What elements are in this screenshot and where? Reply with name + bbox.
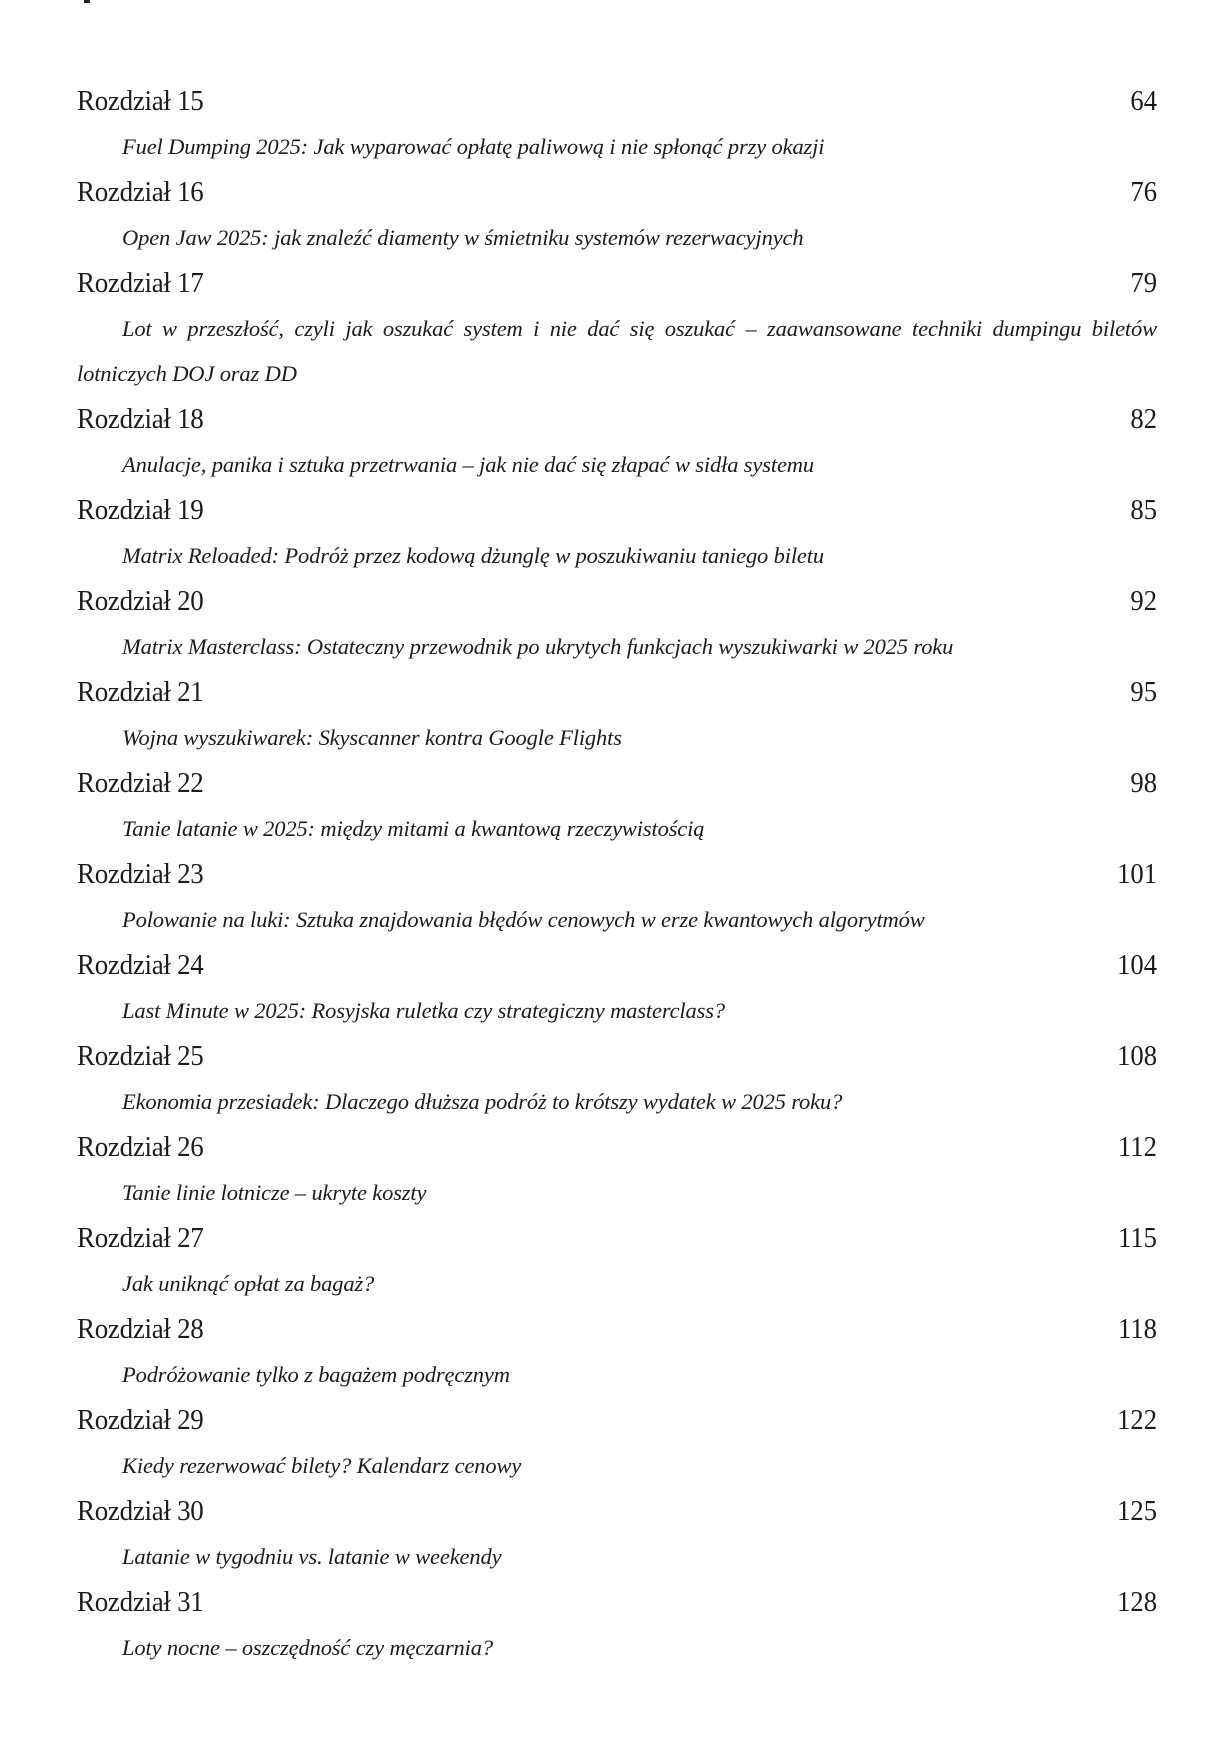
chapter-label: Rozdział 24 (77, 949, 204, 981)
chapter-label: Rozdział 21 (77, 676, 204, 708)
page-number: 64 (1130, 86, 1157, 117)
chapter-heading (77, 260, 1157, 306)
chapter-label: Rozdział 23 (77, 858, 204, 890)
chapter-heading (77, 396, 1157, 442)
toc-entry-17[interactable] (77, 260, 1157, 396)
chapter-heading (77, 1488, 1157, 1534)
chapter-title: Open Jaw 2025: jak znaleźć diamenty w śmietniku systemów rezerwacyjnych (122, 225, 804, 250)
toc-entry-30[interactable] (77, 1488, 1157, 1579)
chapter-title: Jak uniknąć opłat za bagaż? (122, 1271, 375, 1296)
toc-entry-27[interactable] (77, 1215, 1157, 1306)
chapter-title: Loty nocne – oszczędność czy męczarnia? (122, 1635, 493, 1660)
chapter-heading (77, 760, 1157, 806)
chapter-title: Fuel Dumping 2025: Jak wyparować opłatę paliwową i nie spłonąć przy okazji (122, 134, 825, 159)
toc-entry-23[interactable] (77, 851, 1157, 942)
chapter-heading (77, 169, 1157, 215)
page-number: 95 (1130, 677, 1157, 708)
page-number: 76 (1130, 177, 1157, 208)
chapter-heading (77, 1397, 1157, 1443)
page-number: 79 (1130, 268, 1157, 299)
chapter-label: Rozdział 17 (77, 267, 204, 299)
page-number: 128 (1117, 1587, 1157, 1618)
toc-entry-15[interactable] (77, 78, 1157, 169)
chapter-title: Tanie latanie w 2025: między mitami a kwantową rzeczywistością (122, 816, 705, 841)
chapter-label: Rozdział 18 (77, 403, 204, 435)
chapter-label: Rozdział 25 (77, 1040, 204, 1072)
chapter-label: Rozdział 19 (77, 494, 204, 526)
chapter-label: Rozdział 29 (77, 1404, 204, 1436)
page-number: 82 (1130, 404, 1157, 435)
page-number: 112 (1118, 1132, 1157, 1163)
chapter-label: Rozdział 22 (77, 767, 204, 799)
page-number: 92 (1130, 586, 1157, 617)
toc-entry-24[interactable] (77, 942, 1157, 1033)
chapter-label: Rozdział 16 (77, 176, 204, 208)
chapter-title: Polowanie na luki: Sztuka znajdowania błędów cenowych w erze kwantowych algorytmów (122, 907, 925, 932)
toc-entry-26[interactable] (77, 1124, 1157, 1215)
toc-entry-22[interactable] (77, 760, 1157, 851)
chapter-heading (77, 942, 1157, 988)
chapter-label: Rozdział 27 (77, 1222, 204, 1254)
chapter-title: Wojna wyszukiwarek: Skyscanner kontra Google Flights (122, 725, 622, 750)
page-number: 104 (1117, 950, 1157, 981)
page-number: 118 (1118, 1314, 1157, 1345)
page-number: 115 (1118, 1223, 1157, 1254)
chapter-title: Latanie w tygodniu vs. latanie w weekendy (122, 1544, 502, 1569)
chapter-title: Tanie linie lotnicze – ukryte koszty (122, 1180, 427, 1205)
page-number: 85 (1130, 495, 1157, 526)
chapter-title: Last Minute w 2025: Rosyjska ruletka czy strategiczny masterclass? (122, 998, 725, 1023)
table-of-contents (77, 78, 1157, 1670)
chapter-title: Matrix Masterclass: Ostateczny przewodnik po ukrytych funkcjach wyszukiwarki w 2025 roku (122, 634, 954, 659)
chapter-heading (77, 78, 1157, 124)
toc-entry-28[interactable] (77, 1306, 1157, 1397)
chapter-heading (77, 1033, 1157, 1079)
toc-entry-31[interactable] (77, 1579, 1157, 1670)
chapter-label: Rozdział 28 (77, 1313, 204, 1345)
chapter-title: Kiedy rezerwować bilety? Kalendarz cenowy (122, 1453, 522, 1478)
chapter-heading (77, 669, 1157, 715)
chapter-label: Rozdział 15 (77, 85, 204, 117)
page-number: 101 (1117, 859, 1157, 890)
page-number: 122 (1117, 1405, 1157, 1436)
chapter-label: Rozdział 31 (77, 1586, 204, 1618)
chapter-label: Rozdział 26 (77, 1131, 204, 1163)
chapter-title: Ekonomia przesiadek: Dlaczego dłuższa podróż to krótszy wydatek w 2025 roku? (122, 1089, 843, 1114)
toc-entry-16[interactable] (77, 169, 1157, 260)
chapter-heading (77, 578, 1157, 624)
page-number: 98 (1130, 768, 1157, 799)
chapter-heading (77, 1215, 1157, 1261)
chapter-label: Rozdział 20 (77, 585, 204, 617)
chapter-heading (77, 1306, 1157, 1352)
page-number: 125 (1117, 1496, 1157, 1527)
toc-entry-25[interactable] (77, 1033, 1157, 1124)
chapter-heading (77, 1579, 1157, 1625)
toc-entry-29[interactable] (77, 1397, 1157, 1488)
chapter-heading (77, 1124, 1157, 1170)
toc-entry-20[interactable] (77, 578, 1157, 669)
chapter-title: Lot w przeszłość, czyli jak oszukać system i nie dać się oszukać – zaawansowane techniki dumpingu biletów lotniczych DOJ oraz DD (77, 316, 1157, 386)
clipped-glyph-fragment (84, 0, 90, 3)
chapter-heading (77, 851, 1157, 897)
toc-entry-19[interactable] (77, 487, 1157, 578)
toc-entry-21[interactable] (77, 669, 1157, 760)
chapter-title: Anulacje, panika i sztuka przetrwania – jak nie dać się złapać w sidła systemu (122, 452, 814, 477)
toc-entry-18[interactable] (77, 396, 1157, 487)
chapter-heading (77, 487, 1157, 533)
chapter-title: Podróżowanie tylko z bagażem podręcznym (122, 1362, 510, 1387)
chapter-title: Matrix Reloaded: Podróż przez kodową dżunglę w poszukiwaniu taniego biletu (122, 543, 824, 568)
page-number: 108 (1117, 1041, 1157, 1072)
chapter-label: Rozdział 30 (77, 1495, 204, 1527)
